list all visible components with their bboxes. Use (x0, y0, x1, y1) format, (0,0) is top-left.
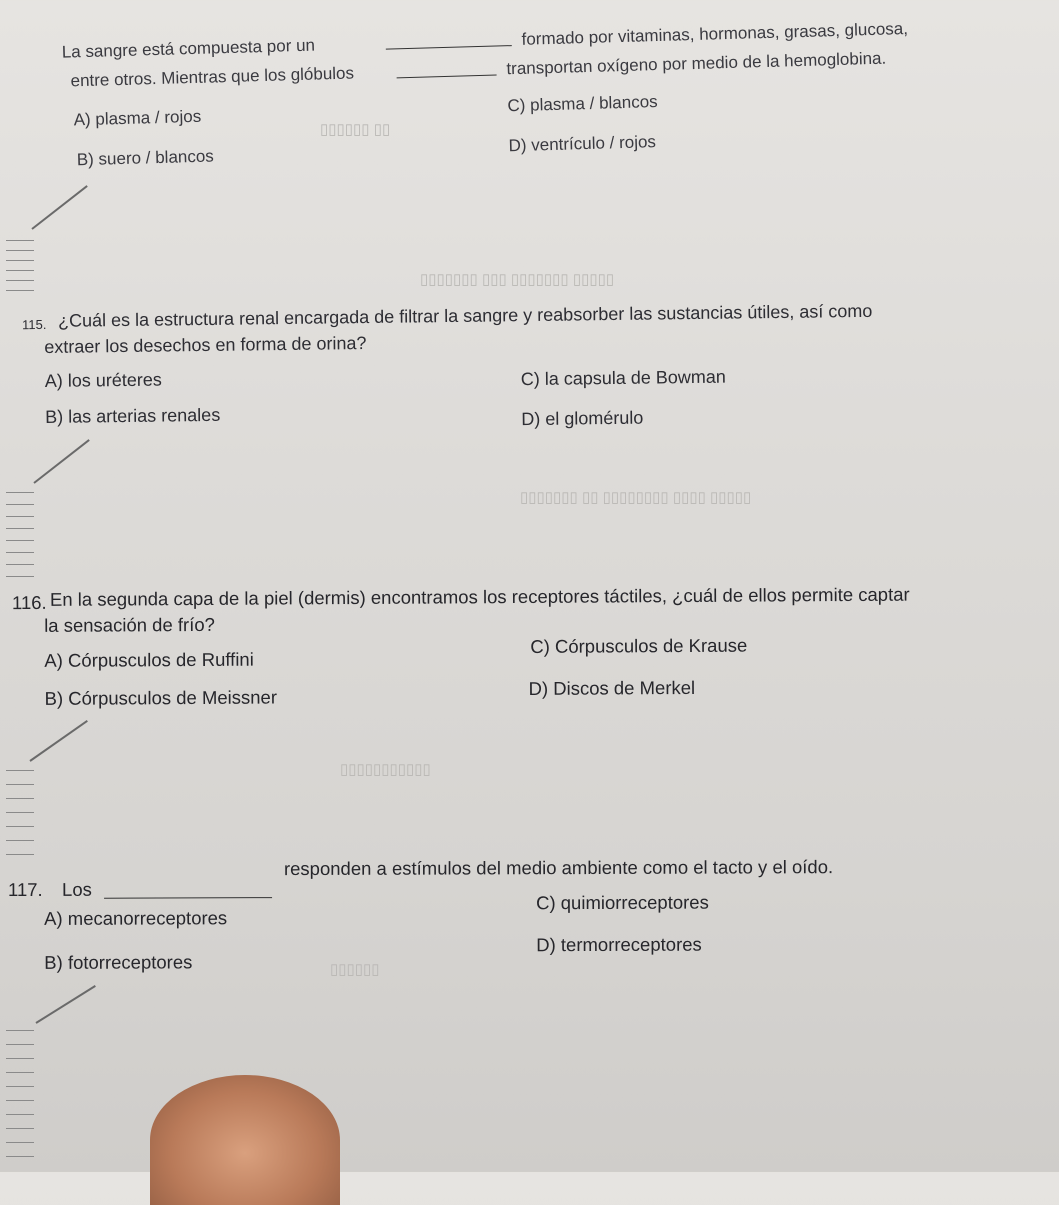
q117-option-a[interactable]: A) mecanorreceptores (44, 907, 228, 929)
q116-line2: la sensación de frío? (44, 613, 215, 636)
q116-number: 116. (11, 591, 47, 614)
q114-option-c[interactable]: C) plasma / blancos (507, 92, 658, 116)
q116-option-d[interactable]: D) Discos de Merkel (528, 676, 696, 699)
q115-option-d[interactable]: D) el glomérulo (521, 407, 644, 430)
bleed-through: ▯▯▯▯▯▯ (330, 961, 380, 978)
q114-line1-start: La sangre está compuesta por un (61, 35, 316, 62)
q115-option-b[interactable]: B) las arterias renales (45, 404, 221, 427)
q117-option-d[interactable]: D) termorreceptores (536, 933, 702, 956)
q117-option-b[interactable]: B) fotorreceptores (44, 951, 193, 973)
q115-option-c[interactable]: C) la capsula de Bowman (520, 366, 726, 390)
bleed-through: ▯▯▯▯▯▯▯ ▯▯▯ ▯▯▯▯▯▯▯ ▯▯▯▯▯ (420, 271, 615, 288)
q116-option-c[interactable]: C) Córpusculos de Krause (530, 634, 748, 657)
bleed-through: ▯▯▯▯▯▯ ▯▯ (320, 121, 391, 138)
q117-number: 117. (7, 878, 43, 901)
bleed-through: ▯▯▯▯▯▯▯ ▯▯ ▯▯▯▯▯▯▯▯ ▯▯▯▯ ▯▯▯▯▯ (520, 489, 752, 506)
q117-option-c[interactable]: C) quimiorreceptores (536, 891, 709, 914)
q115-option-a[interactable]: A) los uréteres (44, 369, 162, 391)
q116-line1: En la segunda capa de la piel (dermis) encontramos los receptores táctiles, ¿cuál de ellos permite captar (49, 583, 910, 610)
q116-option-a[interactable]: A) Córpusculos de Ruffini (44, 648, 254, 671)
pencil-mark (35, 985, 95, 1024)
q117-stem-start: Los (61, 878, 92, 900)
q115-line2: extraer los desechos en forma de orina? (44, 333, 367, 357)
q114-option-d[interactable]: D) ventrículo / rojos (508, 132, 657, 156)
q114-line2-start: entre otros. Mientras que los glóbulos (70, 63, 355, 91)
hand-photo-artifact (150, 1075, 340, 1205)
q114-option-b[interactable]: B) suero / blancos (76, 146, 215, 170)
q116-option-b[interactable]: B) Córpusculos de Meissner (44, 686, 278, 709)
q114-line2-end: transportan oxígeno por medio de la hemoglobina. (506, 48, 887, 79)
q117-blank[interactable] (104, 880, 272, 902)
q114-line1-end: formado por vitaminas, hormonas, grasas, glucosa, (521, 19, 909, 49)
q117-stem-end: responden a estímulos del medio ambiente como el tacto y el oído. (283, 856, 834, 880)
q115-number: 115. (21, 316, 47, 333)
q115-line1: ¿Cuál es la estructura renal encargada de filtrar la sangre y reabsorber las sustancias útiles, así como (57, 300, 873, 331)
q114-option-a[interactable]: A) plasma / rojos (73, 106, 202, 130)
bleed-through: ▯▯▯▯▯▯▯▯▯▯▯ (340, 761, 431, 778)
